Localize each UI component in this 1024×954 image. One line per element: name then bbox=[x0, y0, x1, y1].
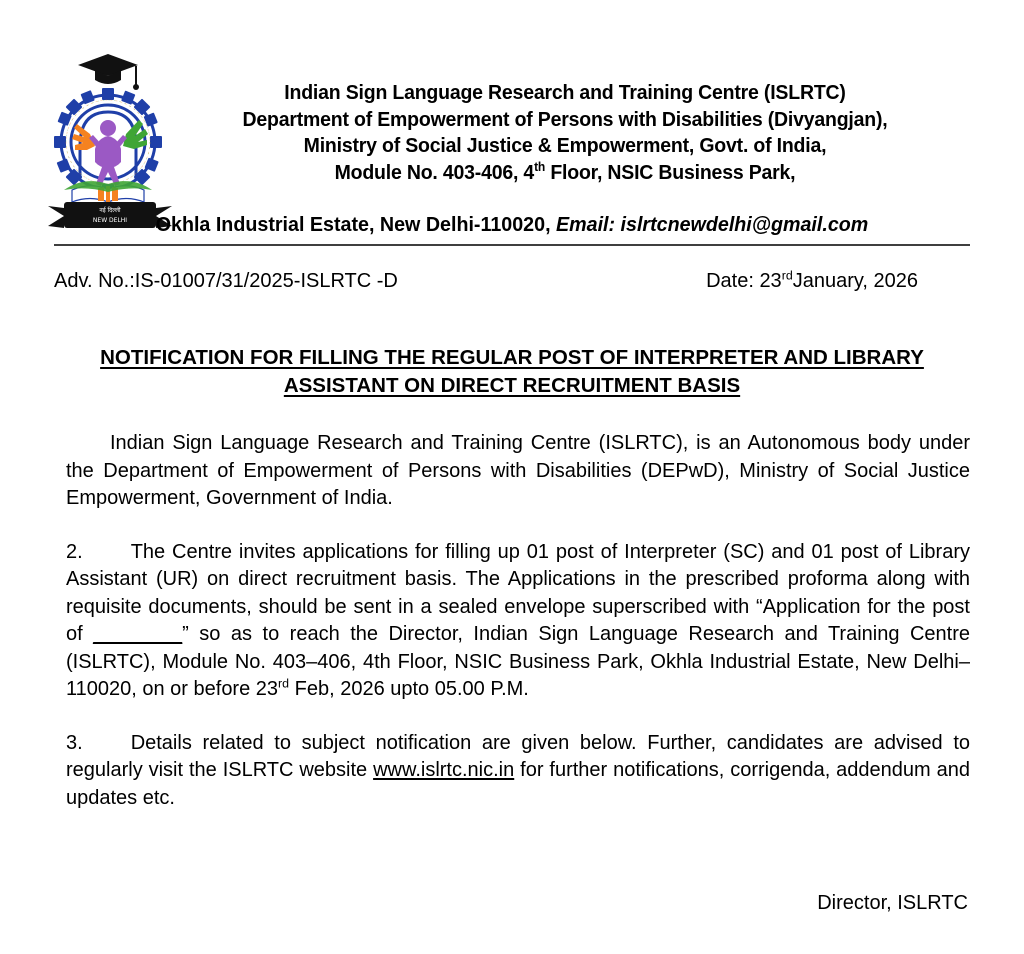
letterhead-row bbox=[54, 46, 970, 210]
notification-date bbox=[706, 268, 918, 294]
letterhead-bottom bbox=[54, 208, 970, 238]
page-title bbox=[52, 344, 972, 400]
organisation-heading bbox=[160, 46, 970, 186]
islrtc-website-link[interactable]: www.islrtc.nic.in bbox=[373, 759, 515, 781]
ribbon-text-hindi: नई दिल्ली bbox=[99, 207, 121, 214]
paragraph-3-text-part1: Details related to subject notification are given below. Further, candidates are advised to regularly visit the ISLRTC website bbox=[66, 731, 970, 781]
graduation-cap-icon bbox=[78, 54, 139, 90]
header-divider bbox=[54, 244, 970, 246]
org-line-module bbox=[180, 160, 950, 187]
islrtc-logo bbox=[50, 50, 168, 210]
paragraph-2-text-part3: Feb, 2026 upto 05.00 P.M. bbox=[289, 678, 529, 700]
blank-fill-in[interactable]: ________ bbox=[93, 623, 183, 645]
paragraph-2-text-part2: ” so as to reach the Director, Indian Sign Language Research and Training Centre (ISLRTC), Module No. 403–406, 4th Floor, NSIC Business Park, Okhla Industrial Estate, New Delhi–110020, on or before 23 bbox=[66, 623, 970, 700]
meta-row bbox=[54, 268, 970, 294]
letterhead bbox=[0, 0, 1024, 238]
page-title-line-1: NOTIFICATION FOR FILLING THE REGULAR POST OF INTERPRETER AND LIBRARY bbox=[100, 346, 924, 369]
module-ordinal: th bbox=[534, 158, 546, 174]
date-suffix: January, 2026 bbox=[792, 270, 918, 292]
page-title-line-2: ASSISTANT ON DIRECT RECRUITMENT BASIS bbox=[283, 374, 741, 397]
org-address-line bbox=[124, 212, 900, 238]
date-ordinal: rd bbox=[781, 268, 793, 283]
paragraph-2 bbox=[66, 539, 970, 704]
signature-block: Director, ISLRTC bbox=[817, 892, 968, 914]
paragraph-intro-text: Indian Sign Language Research and Training Centre (ISLRTC), is an Autonomous body under the Department of Empowerment of Persons with Disabilities (DEPwD), Ministry of Social Justice Empowerment, Government of India. bbox=[66, 432, 970, 509]
advertisement-number: Adv. No.:IS-01007/31/2025-ISLRTC -D bbox=[54, 270, 398, 292]
email-address[interactable]: Email: islrtcnewdelhi@gmail.com bbox=[556, 213, 869, 236]
emblem-icon bbox=[50, 50, 168, 210]
paragraph-3 bbox=[66, 730, 970, 813]
ribbon-text-english: NEW DELHI bbox=[92, 217, 128, 224]
paragraph-2-text-part1: The Centre invites applications for filling up 01 post of Interpreter (SC) and 01 post of Library Assistant (UR) on direct recruitment basis. The Applications in the prescribed proforma along with requisite documents, should be sent in a sealed envelope superscribed with “Application for the post of bbox=[66, 540, 970, 645]
org-line-1: Indian Sign Language Research and Training Centre (ISLRTC) bbox=[284, 81, 846, 104]
address-text: Okhla Industrial Estate, New Delhi-110020, bbox=[155, 213, 557, 236]
paragraph-intro bbox=[66, 430, 970, 513]
hand-green-icon bbox=[123, 120, 148, 149]
paragraph-3-text-part2: for further notifications, corrigenda, addendum and updates etc. bbox=[66, 759, 970, 809]
org-line-2: Department of Empowerment of Persons with Disabilities (Divyangjan), bbox=[242, 107, 888, 131]
org-line-3: Ministry of Social Justice & Empowerment, Govt. of India, bbox=[303, 134, 827, 157]
paragraph-2-ordinal: rd bbox=[278, 676, 290, 691]
module-prefix: Module No. 403-406, 4 bbox=[334, 160, 535, 184]
module-suffix: Floor, NSIC Business Park, bbox=[545, 160, 796, 184]
date-prefix: Date: 23 bbox=[706, 270, 782, 292]
document-body bbox=[66, 430, 970, 812]
paragraph-2-number: 2. bbox=[66, 540, 83, 563]
paragraph-3-number: 3. bbox=[66, 731, 83, 754]
